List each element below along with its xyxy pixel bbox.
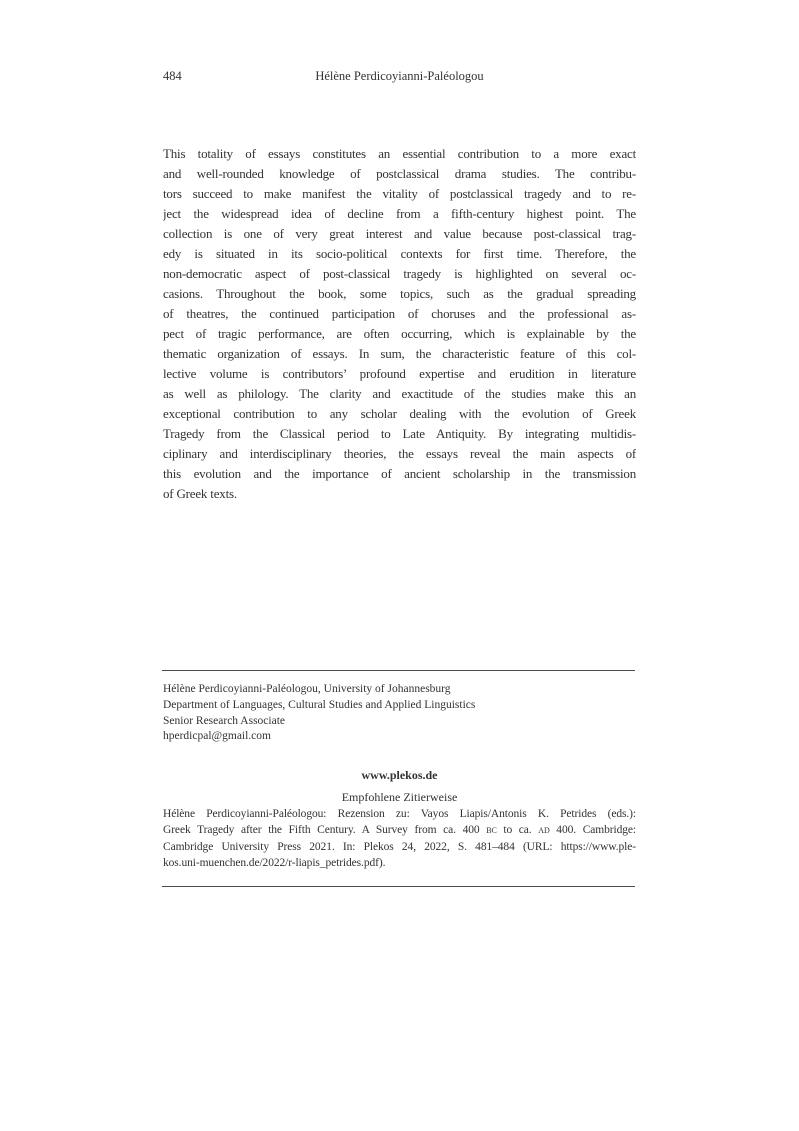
body-line: ject the widespread idea of decline from a fifth-century highest point. The	[163, 206, 636, 221]
body-paragraph	[163, 144, 636, 504]
citation-era-bc: bc	[486, 824, 497, 837]
body-line: non-democratic aspect of post-classical tragedy is highlighted on several oc-	[163, 266, 636, 281]
body-line: of Greek texts.	[163, 486, 237, 501]
running-header	[163, 69, 636, 85]
body-line: pect of tragic performance, are often occurring, which is explainable by the	[163, 326, 636, 341]
journal-website: www.plekos.de	[361, 768, 438, 782]
affiliation-role: Senior Research Associate	[163, 714, 285, 727]
body-line: and well-rounded knowledge of postclassical drama studies. The contribu-	[163, 166, 636, 181]
citation-text: Greek Tragedy after the Fifth Century. A Survey from ca. 400	[163, 824, 487, 837]
body-line: of theatres, the continued participation of choruses and the professional as-	[163, 306, 636, 321]
body-line: as well as philology. The clarity and exactitude of the studies make this an	[163, 386, 636, 401]
citation-text: 400. Cambridge:	[549, 824, 636, 837]
citation-era-ad: ad	[538, 824, 550, 837]
citation-heading: Empfohlene Zitierweise	[341, 790, 458, 804]
citation-line: Cambridge University Press 2021. In: Plekos 24, 2022, S. 481–484 (URL: https://www.ple-	[163, 840, 636, 853]
body-line: collection is one of very great interest and value because post-classical trag-	[163, 226, 636, 241]
recommended-citation	[163, 806, 636, 872]
affiliation-email: hperdicpal@gmail.com	[163, 730, 271, 743]
affiliation-department: Department of Languages, Cultural Studies and Applied Linguistics	[163, 698, 476, 711]
citation-line: Hélène Perdicoyianni-Paléologou: Rezension zu: Vayos Liapis/Antonis K. Petrides (eds.):	[163, 808, 636, 820]
body-line: This totality of essays constitutes an essential contribution to a more exact	[163, 146, 636, 161]
body-line: thematic organization of essays. In sum, the characteristic feature of this col-	[163, 346, 636, 361]
page-number: 484	[163, 69, 182, 83]
body-line: casions. Throughout the book, some topics, such as the gradual spreading	[163, 286, 636, 301]
body-line: this evolution and the importance of ancient scholarship in the transmission	[163, 466, 636, 481]
author-affiliation	[163, 682, 636, 745]
running-head: Hélène Perdicoyianni-Paléologou	[315, 69, 484, 83]
body-line: edy is situated in its socio-political contexts for first time. Therefore, the	[163, 246, 636, 261]
body-line: tors succeed to make manifest the vitality of postclassical tragedy and to re-	[163, 186, 636, 201]
separator-rule-top	[162, 670, 635, 671]
separator-rule-bottom	[162, 886, 635, 887]
citation-line	[163, 822, 636, 838]
body-line: Tragedy from the Classical period to Late Antiquity. By integrating multidis-	[163, 426, 636, 441]
citation-text: to ca.	[496, 824, 539, 837]
body-line: lective volume is contributors’ profound expertise and erudition in literature	[163, 366, 636, 381]
affiliation-author: Hélène Perdicoyianni-Paléologou, University of Johannesburg	[163, 683, 451, 695]
body-line: exceptional contribution to any scholar dealing with the evolution of Greek	[163, 406, 636, 421]
citation-line: kos.uni-muenchen.de/2022/r-liapis_petrides.pdf).	[163, 857, 386, 870]
body-line: ciplinary and interdisciplinary theories, the essays reveal the main aspects of	[163, 446, 636, 461]
